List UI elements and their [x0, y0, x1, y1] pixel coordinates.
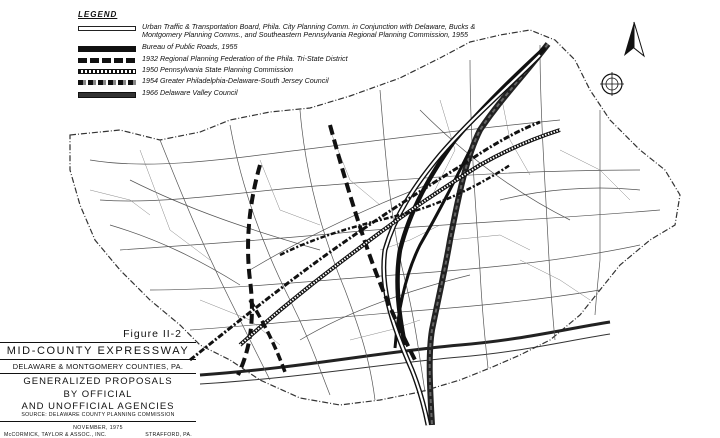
legend-text-greater: 1954 Greater Philadelphia-Delaware-South Jersey Council: [142, 76, 329, 86]
figure-number: Figure II-2: [123, 328, 182, 340]
map-date: NOVEMBER, 1975: [73, 424, 123, 431]
legend-swatch-regional: [78, 58, 136, 63]
legend-text-bpr: Bureau of Public Roads, 1955: [142, 41, 238, 51]
map-subtitle-1: GENERALIZED PROPOSALS: [23, 376, 173, 387]
legend-entry-bpr: [78, 43, 498, 52]
legend-swatch-penn: [78, 69, 136, 74]
legend-title: LEGEND: [78, 10, 118, 19]
route-urban-1955-inner: [384, 55, 540, 425]
legend-entry-dvc: [78, 89, 498, 98]
legend-text-regional: 1932 Regional Planning Federation of the Phila. Tri-State District: [142, 53, 348, 63]
legend-entry-greater: [78, 77, 498, 85]
legend-text-dvc: 1966 Delaware Valley Council: [142, 87, 238, 97]
minor-roads: [90, 87, 630, 345]
legend-swatch-greater: [78, 80, 136, 85]
map-consultant: McCORMICK, TAYLOR & ASSOC., INC.: [4, 431, 107, 438]
map-counties: DELAWARE & MONTGOMERY COUNTIES, PA.: [12, 362, 184, 371]
legend-entry-regional: [78, 55, 498, 63]
map-subtitle-3: AND UNOFFICIAL AGENCIES: [21, 401, 175, 412]
map-city: STRAFFORD, PA.: [145, 431, 192, 438]
title-block: [0, 328, 196, 438]
map-subtitle-2: BY OFFICIAL: [63, 388, 133, 400]
legend-entry-penn: [78, 66, 498, 74]
map-title: MID-COUNTY EXPRESSWAY: [6, 345, 190, 357]
route-greater-1954-b: [280, 165, 510, 255]
route-urban-1955: [384, 55, 540, 425]
legend: [78, 10, 498, 101]
legend-swatch-urban: [78, 26, 136, 31]
north-arrow-icon: [600, 22, 644, 96]
legend-swatch-dvc: [78, 92, 136, 98]
legend-swatch-bpr: [78, 46, 136, 52]
legend-text-urban: Urban Traffic & Transportation Board, Phila. City Planning Comm. in Conjunction with Delaware, Bucks & Montgomery Planning Comms., and Southeastern Pennsylvania Regional Planning Commission, 1955: [142, 22, 476, 40]
map-source: SOURCE: DELAWARE COUNTY PLANNING COMMISSION: [21, 411, 175, 418]
legend-text-penn: 1950 Pennsylvania State Planning Commission: [142, 65, 294, 75]
legend-entry-urban: [78, 23, 498, 40]
